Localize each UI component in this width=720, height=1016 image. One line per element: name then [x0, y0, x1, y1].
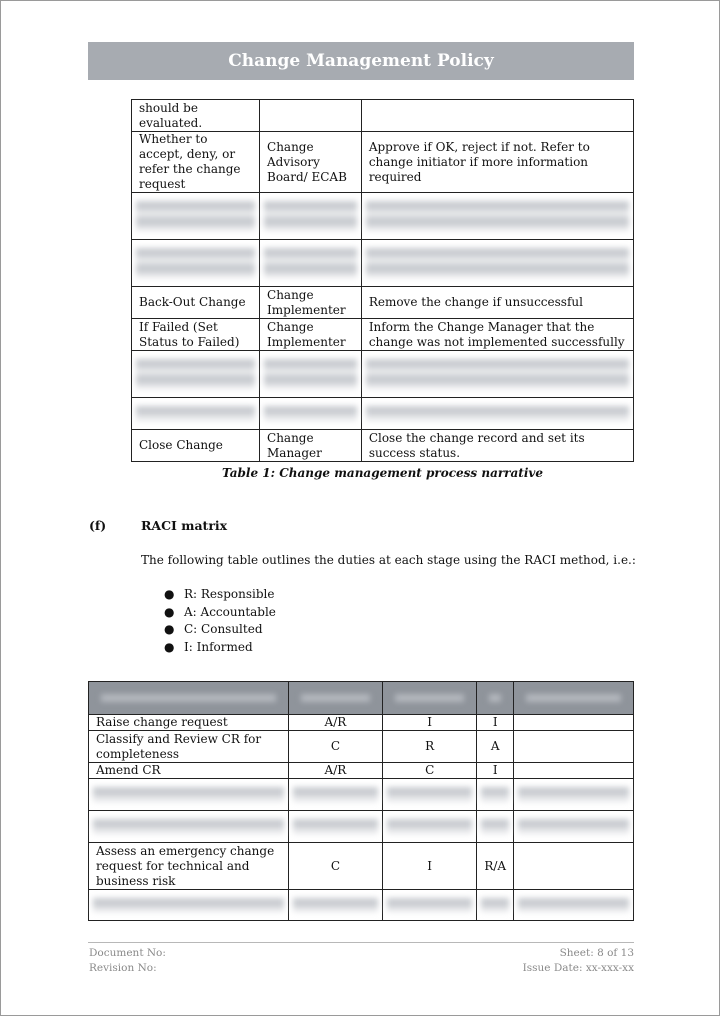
task-cell: Raise change request	[89, 715, 289, 731]
document-title: Change Management Policy	[228, 51, 494, 71]
redacted-cell	[132, 351, 260, 398]
section-intro: The following table outlines the duties at each stage using the RACI method, i.e.:	[141, 553, 636, 567]
description-cell: Approve if OK, reject if not. Refer to change initiator if more information required	[361, 132, 633, 193]
raci-legend-list	[164, 586, 276, 656]
redacted-cell	[260, 351, 362, 398]
document-number: Document No:	[89, 947, 166, 959]
role-cell	[260, 100, 362, 132]
header-bar	[88, 42, 634, 80]
redacted-cell	[361, 398, 633, 430]
bullet-icon: ●	[164, 587, 175, 601]
raci-cell: I	[383, 715, 477, 731]
redacted-cell	[89, 890, 289, 921]
redacted-header-cell	[288, 682, 382, 715]
redacted-cell	[361, 240, 633, 287]
raci-cell	[514, 763, 634, 779]
bullet-icon: ●	[164, 639, 175, 654]
table-row	[132, 132, 634, 193]
redacted-cell	[288, 811, 382, 843]
redacted-cell	[132, 398, 260, 430]
footer-right	[523, 946, 634, 976]
process-narrative-table	[131, 99, 634, 462]
redacted-cell	[383, 779, 477, 811]
raci-cell: A	[477, 731, 514, 763]
redacted-cell	[514, 890, 634, 921]
description-cell: Remove the change if unsuccessful	[361, 287, 633, 319]
raci-cell: I	[477, 763, 514, 779]
redacted-cell	[477, 779, 514, 811]
redacted-cell	[514, 779, 634, 811]
list-item: ● A: Accountable	[164, 604, 276, 622]
table-row	[89, 763, 634, 779]
table-row	[132, 319, 634, 351]
raci-cell: C	[288, 843, 382, 890]
sheet-number: Sheet: 8 of 13	[559, 947, 634, 959]
activity-cell: Whether to accept, deny, or refer the change request	[132, 132, 260, 193]
raci-cell	[514, 715, 634, 731]
redacted-cell	[288, 779, 382, 811]
table-row	[89, 843, 634, 890]
section-label: (f)	[89, 518, 107, 533]
role-cell: Change Advisory Board/ ECAB	[260, 132, 362, 193]
redacted-cell	[383, 890, 477, 921]
redacted-cell	[132, 240, 260, 287]
table-row	[132, 430, 634, 462]
role-cell: Change Implementer	[260, 287, 362, 319]
redacted-cell	[477, 890, 514, 921]
redacted-row	[89, 779, 634, 811]
raci-header-row	[89, 682, 634, 715]
list-item: ● I: Informed	[164, 639, 276, 657]
raci-cell	[514, 843, 634, 890]
redacted-header-cell	[514, 682, 634, 715]
table-row	[132, 100, 634, 132]
role-cell: Change Manager	[260, 430, 362, 462]
redacted-cell	[89, 811, 289, 843]
raci-cell: I	[477, 715, 514, 731]
raci-table	[88, 681, 634, 921]
redacted-cell	[514, 811, 634, 843]
redacted-cell	[89, 779, 289, 811]
list-item: ● R: Responsible	[164, 586, 276, 604]
role-cell: Change Implementer	[260, 319, 362, 351]
bullet-icon: ●	[164, 604, 175, 619]
table-row	[89, 731, 634, 763]
redacted-header-cell	[383, 682, 477, 715]
list-item: ● C: Consulted	[164, 621, 276, 639]
redacted-row	[132, 240, 634, 287]
activity-cell: If Failed (Set Status to Failed)	[132, 319, 260, 351]
redacted-cell	[132, 193, 260, 240]
raci-cell: C	[383, 763, 477, 779]
raci-cell: R	[383, 731, 477, 763]
redacted-cell	[260, 240, 362, 287]
raci-cell: A/R	[288, 763, 382, 779]
redacted-cell	[383, 811, 477, 843]
raci-cell: R/A	[477, 843, 514, 890]
revision-number: Revision No:	[89, 962, 157, 974]
task-cell: Amend CR	[89, 763, 289, 779]
redacted-row	[89, 890, 634, 921]
activity-cell: should be evaluated.	[132, 100, 260, 132]
activity-cell: Back-Out Change	[132, 287, 260, 319]
footer-left	[89, 946, 166, 976]
redacted-header-cell	[89, 682, 289, 715]
redacted-cell	[361, 351, 633, 398]
raci-cell: C	[288, 731, 382, 763]
redacted-row	[132, 351, 634, 398]
redacted-row	[132, 398, 634, 430]
description-cell	[361, 100, 633, 132]
redacted-header-cell	[477, 682, 514, 715]
redacted-cell	[361, 193, 633, 240]
raci-cell: A/R	[288, 715, 382, 731]
raci-cell: I	[383, 843, 477, 890]
task-cell: Assess an emergency change request for technical and business risk	[89, 843, 289, 890]
redacted-cell	[260, 193, 362, 240]
table-row	[89, 715, 634, 731]
redacted-row	[132, 193, 634, 240]
redacted-cell	[260, 398, 362, 430]
footer-divider	[88, 942, 634, 943]
issue-date: Issue Date: xx-xxx-xx	[522, 962, 634, 974]
raci-cell	[514, 731, 634, 763]
activity-cell: Close Change	[132, 430, 260, 462]
table-row	[132, 287, 634, 319]
task-cell: Classify and Review CR for completeness	[89, 731, 289, 763]
description-cell: Close the change record and set its success status.	[361, 430, 633, 462]
section-title: RACI matrix	[141, 518, 228, 533]
redacted-row	[89, 811, 634, 843]
table-caption: Table 1: Change management process narrative	[221, 466, 543, 480]
description-cell: Inform the Change Manager that the change was not implemented successfully	[361, 319, 633, 351]
redacted-cell	[288, 890, 382, 921]
bullet-icon: ●	[164, 622, 175, 636]
redacted-cell	[477, 811, 514, 843]
